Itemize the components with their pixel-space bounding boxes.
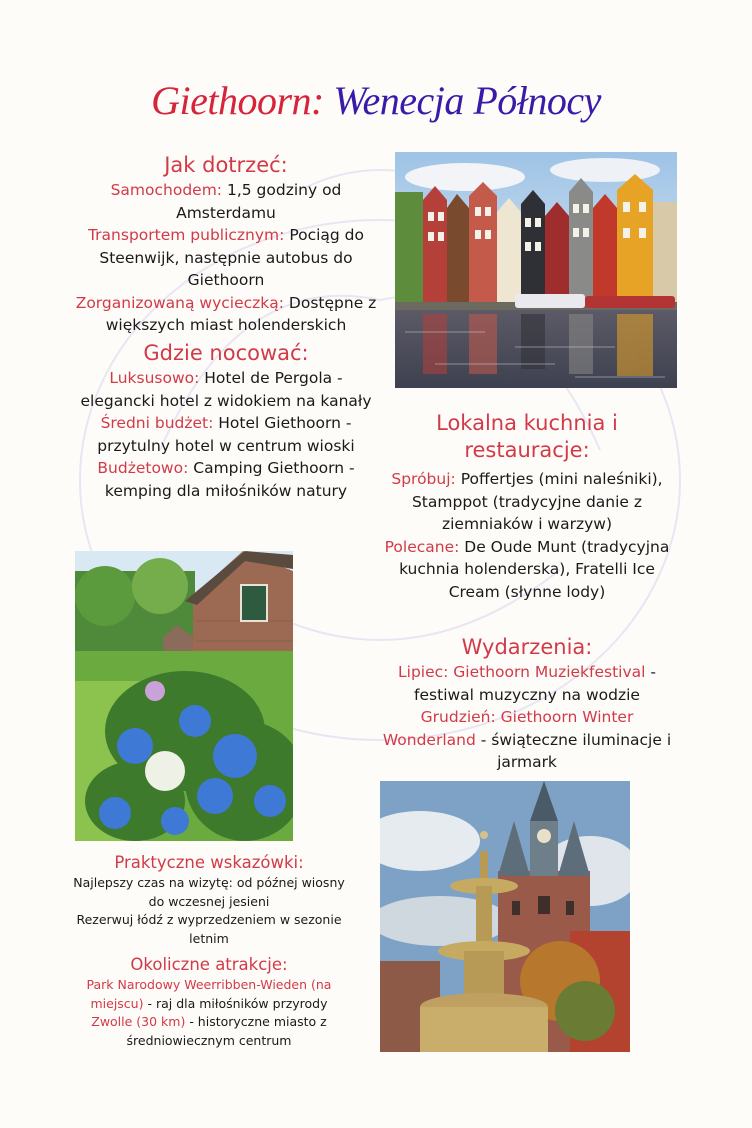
section-jak-dotrzec [68,152,384,337]
list-item: Rezerwuj łódź z wyprzedzeniem w sezonie letnim [76,912,342,946]
section-heading: Praktyczne wskazówki: [114,853,304,872]
list-item: Grudzień: Giethoorn Winter Wonderland - świąteczne iluminacje i jarmark [382,708,672,771]
section-atrakcje [66,954,352,1050]
canal-houses-photo [395,152,677,388]
page-title: Giethoorn: Wenecja Północy [151,78,601,123]
section-heading: Jak dotrzeć: [164,153,288,177]
list-item: Średni budżet: Hotel Giethoorn - przytulny hotel w centrum wioski [97,414,355,455]
section-heading: Wydarzenia: [461,635,593,659]
section-gdzie-nocowac [76,340,376,502]
section-heading: Gdzie nocować: [143,341,309,365]
list-item: Samochodem: 1,5 godziny od Amsterdamu [110,181,342,222]
list-item: Lipiec: Giethoorn Muziekfestival - festiwal muzyczny na wodzie [398,663,656,704]
list-item: Najlepszy czas na wizytę: od późnej wiosny do wczesnej jesieni [73,875,345,909]
list-item: Polecane: De Oude Munt (tradycyjna kuchnia holenderska), Fratelli Ice Cream (słynne lody) [384,537,670,601]
list-item: Zwolle (30 km) - historyczne miasto z średniowiecznym centrum [91,1014,327,1048]
section-kuchnia [376,410,678,603]
section-heading: Lokalna kuchnia i restauracje: [436,411,618,462]
list-item: Transportem publicznym: Pociąg do Steenwijk, następnie autobus do Giethoorn [87,226,365,289]
list-item: Zorganizowaną wycieczką: Dostępne z większych miast holenderskich [75,293,377,334]
list-item: Park Narodowy Weerribben-Wieden (na miejscu) - raj dla miłośników przyrody [86,977,332,1011]
garden-hydrangea-photo [75,551,293,841]
list-item: Luksusowo: Hotel de Pergola - elegancki hotel z widokiem na kanały [80,369,372,410]
zwolle-fountain-photo [380,781,630,1052]
section-heading: Okoliczne atrakcje: [130,955,288,974]
section-wskazowki [64,852,354,948]
list-item: Budżetowo: Camping Giethoorn - kemping dla miłośników natury [97,459,355,500]
list-item: Spróbuj: Poffertjes (mini naleśniki), Stamppot (tradycyjne danie z ziemniaków i warzyw) [391,470,663,533]
section-wydarzenia [374,634,680,774]
